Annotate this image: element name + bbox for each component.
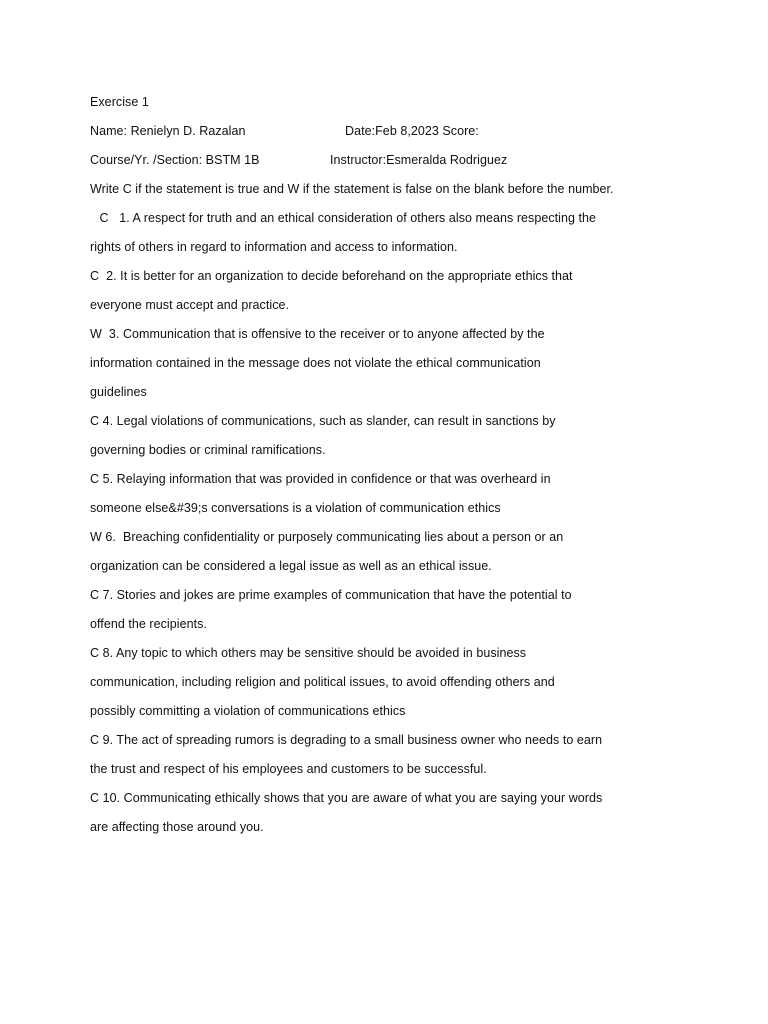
question-1-line-2: rights of others in regard to information and access to information. <box>90 240 458 254</box>
question-10-line-2: are affecting those around you. <box>90 820 264 834</box>
question-6-line-2: organization can be considered a legal issue as well as an ethical issue. <box>90 559 492 573</box>
question-3-line-1 <box>90 322 730 351</box>
question-6-text-1: 6. Breaching confidentiality or purposely communicating lies about a person or an <box>105 530 564 544</box>
question-7-line-1 <box>90 583 730 612</box>
date-score: Date:Feb 8,2023 Score: <box>345 124 479 138</box>
course-section: Course/Yr. /Section: BSTM 1B <box>90 153 260 167</box>
question-3-text-1: 3. Communication that is offensive to the receiver or to anyone affected by the <box>108 327 545 341</box>
question-4-line-1 <box>90 409 730 438</box>
answer-4: C <box>90 414 100 428</box>
question-3-line-3: guidelines <box>90 385 147 399</box>
question-8-line-2: communication, including religion and political issues, to avoid offending others and <box>90 675 555 689</box>
exercise-title: Exercise 1 <box>90 95 149 109</box>
question-1-text-1: 1. A respect for truth and an ethical consideration of others also means respecting the <box>119 211 597 225</box>
document-body <box>90 90 730 844</box>
answer-9: C <box>90 733 100 747</box>
question-4-text-1: 4. Legal violations of communications, such as slander, can result in sanctions by <box>102 414 556 428</box>
instructions: Write C if the statement is true and W if the statement is false on the blank before the number. <box>90 182 614 196</box>
question-9-line-2: the trust and respect of his employees and customers to be successful. <box>90 762 487 776</box>
answer-3: W <box>90 327 102 341</box>
question-8-line-3: possibly committing a violation of communications ethics <box>90 704 406 718</box>
answer-1: C <box>99 211 109 225</box>
question-7-text-1: 7. Stories and jokes are prime examples of communication that have the potential to <box>102 588 572 602</box>
question-6-line-1 <box>90 525 730 554</box>
question-4-line-2: governing bodies or criminal ramifications. <box>90 443 326 457</box>
answer-10: C <box>90 791 100 805</box>
instructor-name: Instructor:Esmeralda Rodriguez <box>330 153 508 167</box>
question-1-line-1 <box>90 206 730 235</box>
answer-7: C <box>90 588 100 602</box>
question-3-line-2: information contained in the message does not violate the ethical communication <box>90 356 541 370</box>
student-name: Name: Renielyn D. Razalan <box>90 124 246 138</box>
question-9-text-1: 9. The act of spreading rumors is degrading to a small business owner who needs to earn <box>102 733 603 747</box>
question-7-line-2: offend the recipients. <box>90 617 207 631</box>
question-2-text-1: 2. It is better for an organization to decide beforehand on the appropriate ethics that <box>106 269 573 283</box>
course-instructor-row <box>90 148 730 177</box>
question-9-line-1 <box>90 728 730 757</box>
answer-8: C <box>90 646 100 660</box>
answer-6: W <box>90 530 102 544</box>
question-8-text-1: 8. Any topic to which others may be sensitive should be avoided in business <box>102 646 527 660</box>
answer-5: C <box>90 472 100 486</box>
question-8-line-1 <box>90 641 730 670</box>
question-10-line-1 <box>90 786 730 815</box>
name-date-row <box>90 119 730 148</box>
question-10-text-1: 10. Communicating ethically shows that you are aware of what you are saying your words <box>102 791 603 805</box>
question-5-line-2: someone else&#39;s conversations is a violation of communication ethics <box>90 501 501 515</box>
answer-2: C <box>90 269 100 283</box>
question-2-line-1 <box>90 264 730 293</box>
question-2-line-2: everyone must accept and practice. <box>90 298 290 312</box>
question-5-text-1: 5. Relaying information that was provided in confidence or that was overheard in <box>102 472 551 486</box>
question-5-line-1 <box>90 467 730 496</box>
